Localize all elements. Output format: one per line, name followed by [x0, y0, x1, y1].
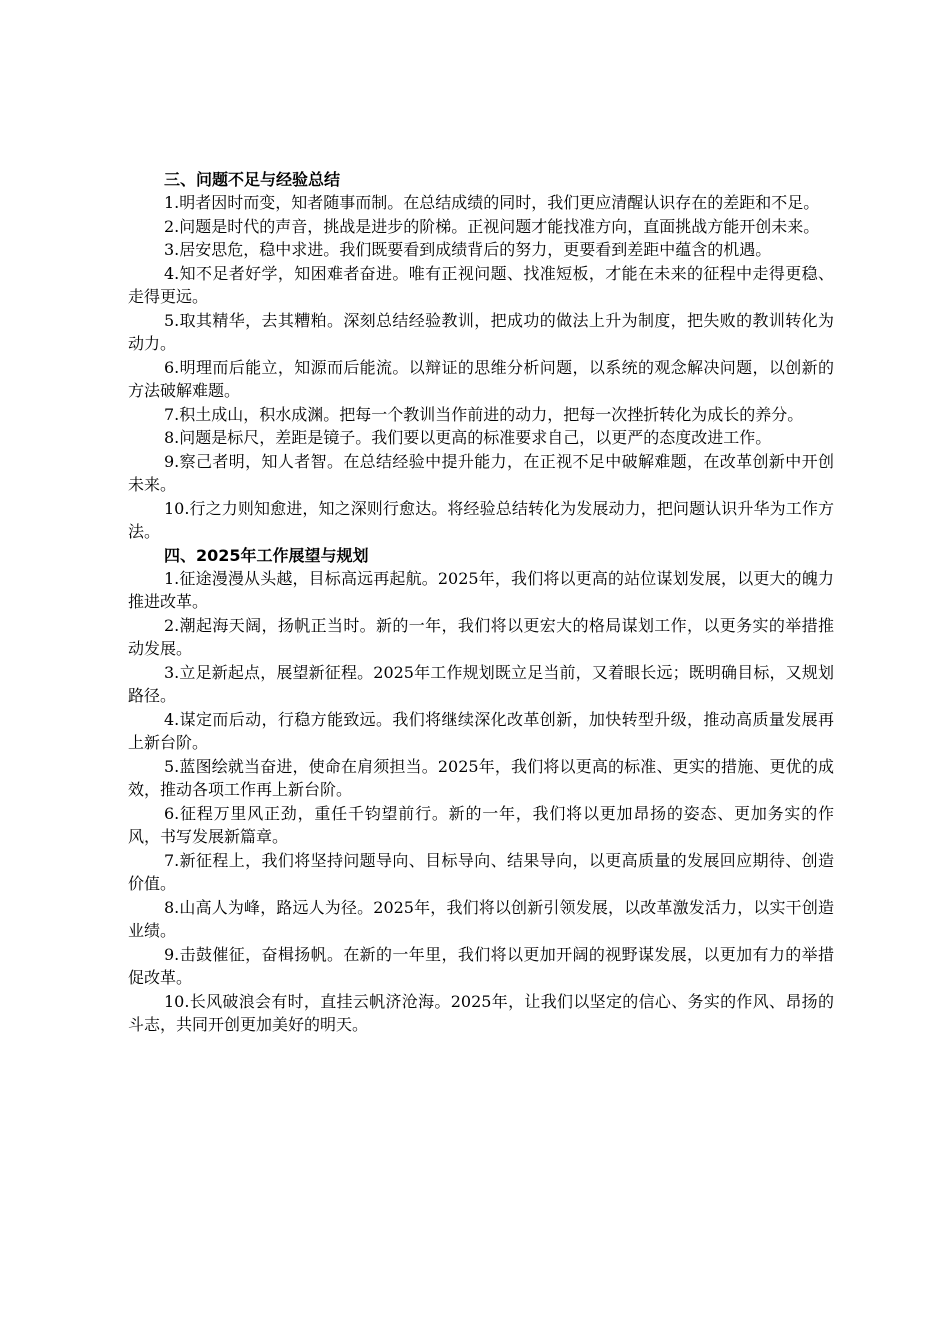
paragraph: 6.明理而后能立，知源而后能流。以辩证的思维分析问题，以系统的观念解决问题，以创新的方法破解难题。: [128, 357, 834, 400]
paragraph: 1.明者因时而变，知者随事而制。在总结成绩的同时，我们更应清醒认识存在的差距和不足。: [164, 193, 820, 212]
paragraph: 5.蓝图绘就当奋进，使命在肩须担当。2025年，我们将以更高的标准、更实的措施、更优的成效，推动各项工作再上新台阶。: [128, 756, 834, 799]
paragraph: 8.问题是标尺，差距是镜子。我们要以更高的标准要求自己，以更严的态度改进工作。: [164, 428, 772, 447]
paragraph: 3.居安思危，稳中求进。我们既要看到成绩背后的努力，更要看到差距中蕴含的机遇。: [164, 240, 772, 259]
paragraph: 4.谋定而后动，行稳方能致远。我们将继续深化改革创新，加快转型升级，推动高质量发展再上新台阶。: [128, 709, 834, 752]
paragraph: 2.潮起海天阔，扬帆正当时。新的一年，我们将以更宏大的格局谋划工作，以更务实的举措推动发展。: [128, 615, 834, 658]
paragraph: 2.问题是时代的声音，挑战是进步的阶梯。正视问题才能找准方向，直面挑战方能开创未来。: [164, 216, 820, 236]
section-heading-problems: 三、问题不足与经验总结: [164, 170, 341, 189]
paragraph: 7.新征程上，我们将坚持问题导向、目标导向、结果导向，以更高质量的发展回应期待、创造价值。: [128, 850, 834, 893]
paragraph: 9.击鼓催征，奋楫扬帆。在新的一年里，我们将以更加开阔的视野谋发展，以更加有力的举措促改革。: [128, 944, 834, 987]
paragraph: 3.立足新起点，展望新征程。2025年工作规划既立足当前，又着眼长远；既明确目标，又规划路径。: [128, 662, 834, 705]
paragraph: 7.积土成山，积水成渊。把每一个教训当作前进的动力，把每一次挫折转化为成长的养分。: [164, 404, 804, 424]
paragraph: 9.察己者明，知人者智。在总结经验中提升能力，在正视不足中破解难题，在改革创新中开创未来。: [128, 451, 834, 494]
section-heading-outlook: 四、2025年工作展望与规划: [164, 545, 369, 565]
paragraph: 5.取其精华，去其糟粕。深刻总结经验教训，把成功的做法上升为制度，把失败的教训转化为动力。: [128, 310, 834, 353]
paragraph: 10.长风破浪会有时，直挂云帆济沧海。2025年，让我们以坚定的信心、务实的作风、昂扬的斗志，共同开创更加美好的明天。: [128, 991, 834, 1034]
paragraph: 1.征途漫漫从头越，目标高远再起航。2025年，我们将以更高的站位谋划发展，以更大的魄力推进改革。: [128, 568, 834, 611]
paragraph: 10.行之力则知愈进，知之深则行愈达。将经验总结转化为发展动力，把问题认识升华为工作方法。: [128, 498, 834, 541]
paragraph: 4.知不足者好学，知困难者奋进。唯有正视问题、找准短板，才能在未来的征程中走得更稳、走得更远。: [128, 263, 834, 306]
document-page: [128, 168, 834, 1037]
paragraph: 8.山高人为峰，路远人为径。2025年，我们将以创新引领发展，以改革激发活力，以实干创造业绩。: [128, 897, 834, 940]
paragraph: 6.征程万里风正劲，重任千钧望前行。新的一年，我们将以更加昂扬的姿态、更加务实的作风，书写发展新篇章。: [128, 803, 834, 846]
